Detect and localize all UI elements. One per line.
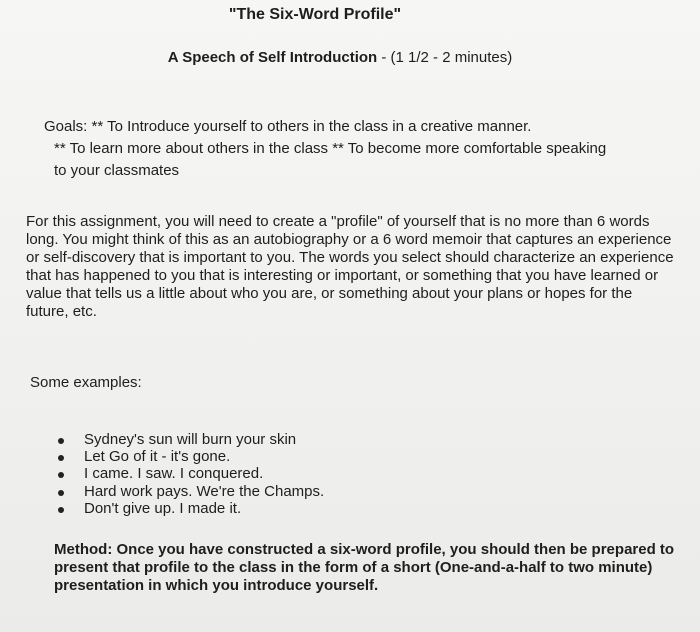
method-paragraph: Method: Once you have constructed a six-word profile, you should then be prepared to present that profile to the class in the form of a short (One-and-a-half to two minute) presentation in which you introduce yourself. bbox=[54, 541, 675, 594]
assignment-paragraph: For this assignment, you will need to create a "profile" of yourself that is no more than 6 words long. You might think of this as an autobiography or a 6 word memoir that captures an experience or self-discovery that is important to you. The words you select should characterize an experience that has happened to you that is interesting or important, or something that you have learned or value that tells us a little about who you are, or something about your plans or hopes for the future, etc. bbox=[26, 213, 674, 320]
example-text: Hard work pays. We're the Champs. bbox=[84, 482, 325, 500]
example-item bbox=[56, 483, 324, 500]
examples-label: Some examples: bbox=[30, 374, 142, 391]
examples-list bbox=[56, 431, 324, 517]
bullet-icon bbox=[58, 438, 64, 444]
goals-section bbox=[44, 116, 664, 182]
example-text: Don't give up. I made it. bbox=[84, 499, 242, 517]
example-item bbox=[56, 465, 324, 482]
subtitle-duration: - (1 1/2 - 2 minutes) bbox=[377, 49, 513, 66]
bullet-icon bbox=[58, 507, 64, 513]
goals-line-1: Goals: ** To Introduce yourself to others in the class in a creative manner. bbox=[44, 118, 532, 135]
example-item bbox=[56, 448, 324, 465]
example-item bbox=[56, 500, 324, 517]
bullet-icon bbox=[58, 455, 64, 461]
example-text: I came. I saw. I conquered. bbox=[84, 465, 264, 483]
goals-line-3: to your classmates bbox=[54, 162, 180, 179]
subtitle-main: A Speech of Self Introduction bbox=[167, 49, 378, 66]
bullet-icon bbox=[58, 490, 64, 496]
document-subtitle bbox=[0, 49, 700, 66]
document-title: "The Six-Word Profile" bbox=[228, 6, 402, 23]
goals-line-2: ** To learn more about others in the class ** To become more comfortable speaking bbox=[54, 140, 607, 157]
example-text: Let Go of it - it's gone. bbox=[84, 448, 231, 466]
bullet-icon bbox=[58, 472, 64, 478]
example-text: Sydney's sun will burn your skin bbox=[84, 431, 297, 448]
example-item bbox=[56, 431, 324, 448]
